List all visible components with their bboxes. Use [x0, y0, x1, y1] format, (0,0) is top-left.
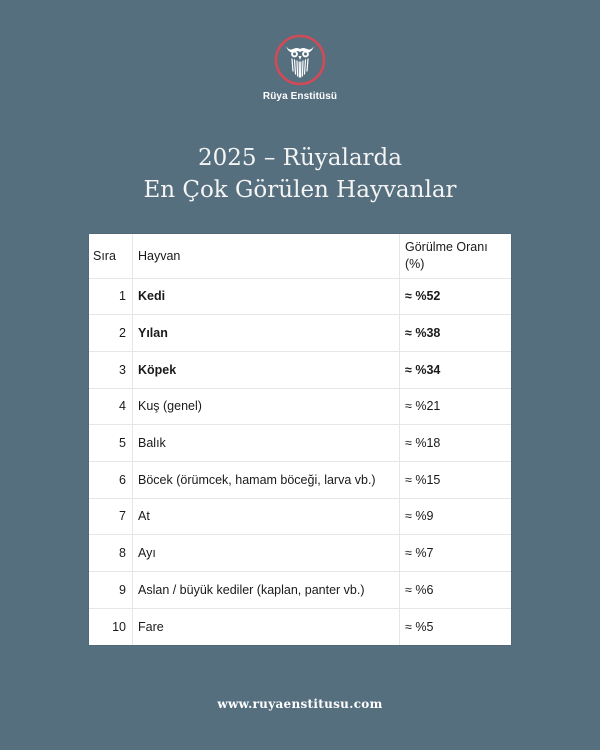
column-header-rate: Görülme Oranı (%) — [400, 234, 512, 278]
table-row — [89, 498, 511, 535]
animals-table — [89, 234, 511, 645]
animal-cell: Kuş (genel) — [133, 388, 400, 425]
rank-cell: 4 — [89, 388, 133, 425]
brand-name: Rüya Enstitüsü — [262, 91, 338, 102]
table-row — [89, 608, 511, 645]
table-row — [89, 425, 511, 462]
animal-cell: Ayı — [133, 535, 400, 572]
rate-cell: ≈ %5 — [405, 619, 434, 634]
rank-cell: 8 — [89, 535, 133, 572]
owl-icon — [274, 34, 326, 86]
animal-cell: Balık — [133, 425, 400, 462]
rate-cell: ≈ %7 — [400, 535, 512, 572]
rate-cell: ≈ %18 — [400, 425, 512, 462]
title-line-1: 2025 – Rüyalarda — [198, 145, 402, 171]
animal-cell: Fare — [133, 608, 400, 645]
table-header-row — [89, 234, 511, 278]
rate-cell: ≈ %52 — [400, 278, 512, 315]
rate-cell: ≈ %6 — [400, 572, 512, 609]
table-row — [89, 278, 511, 315]
rate-cell: ≈ %34 — [400, 351, 512, 388]
table-row — [89, 461, 511, 498]
table-row — [89, 388, 511, 425]
rank-cell: 5 — [89, 425, 133, 462]
rank-cell: 1 — [89, 278, 133, 315]
table-row — [89, 351, 511, 388]
table-row — [89, 572, 511, 609]
animal-cell: Böcek (örümcek, hamam böceği, larva vb.) — [133, 461, 400, 498]
rank-cell: 9 — [89, 572, 133, 609]
rank-cell: 10 — [89, 608, 133, 645]
rate-cell: ≈ %21 — [400, 388, 512, 425]
animal-cell: Yılan — [133, 315, 400, 352]
rank-cell: 7 — [89, 498, 133, 535]
column-header-animal: Hayvan — [133, 234, 400, 278]
rate-cell: ≈ %38 — [400, 315, 512, 352]
animal-cell: At — [133, 498, 400, 535]
rate-cell: ≈ %9 — [400, 498, 512, 535]
animal-cell: Köpek — [133, 351, 400, 388]
column-header-rank: Sıra — [89, 234, 133, 278]
rank-cell: 2 — [89, 315, 133, 352]
title-line-2: En Çok Görülen Hayvanlar — [143, 177, 457, 203]
animal-cell: Kedi — [133, 278, 400, 315]
rate-cell: ≈ %15 — [400, 461, 512, 498]
table-row — [89, 315, 511, 352]
rank-cell: 3 — [89, 351, 133, 388]
page-title — [0, 142, 600, 206]
table-row — [89, 535, 511, 572]
rank-cell: 6 — [89, 461, 133, 498]
website-link[interactable]: www.ruyaenstitusu.com — [217, 697, 383, 711]
animal-cell: Aslan / büyük kediler (kaplan, panter vb.) — [133, 572, 400, 609]
